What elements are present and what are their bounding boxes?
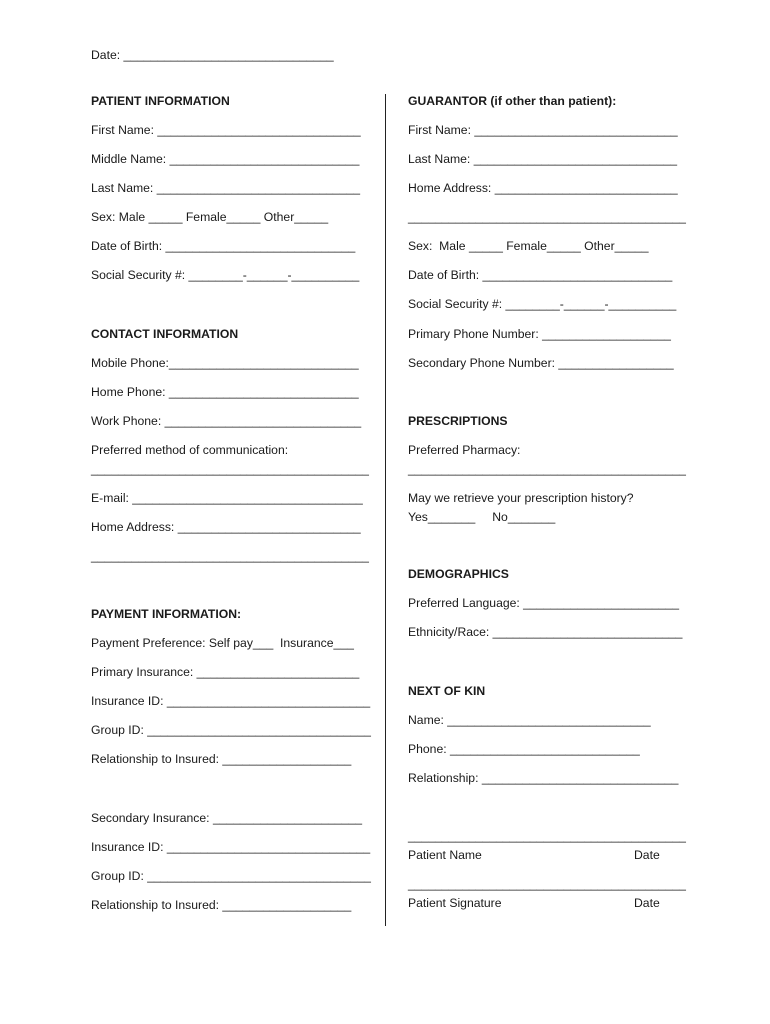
last-name-field[interactable]: Last Name: ______________________________ <box>91 181 361 195</box>
guarantor-social-security-field[interactable]: Social Security #: ________-______-__________ <box>408 297 677 311</box>
secondary-relationship-to-insured-field[interactable]: Relationship to Insured: ___________________ <box>91 898 352 912</box>
preferred-pharmacy-label: Preferred Pharmacy: <box>408 443 521 457</box>
next-of-kin-heading: NEXT OF KIN <box>408 684 486 698</box>
middle-name-field[interactable]: Middle Name: ____________________________ <box>91 152 360 166</box>
guarantor-primary-phone-field[interactable]: Primary Phone Number: ___________________ <box>408 327 671 341</box>
mobile-phone-field[interactable]: Mobile Phone:____________________________ <box>91 356 359 370</box>
patient-information-heading: PATIENT INFORMATION <box>91 94 230 108</box>
guarantor-home-address-field[interactable]: Home Address: ___________________________ <box>408 181 678 195</box>
preferred-communication-label: Preferred method of communication: <box>91 443 289 457</box>
group-id-field[interactable]: Group ID: _________________________________ <box>91 723 371 737</box>
social-security-field[interactable]: Social Security #: ________-______-__________ <box>91 268 360 282</box>
patient-name-date-label: Date <box>634 848 660 862</box>
kin-phone-field[interactable]: Phone: ____________________________ <box>408 742 640 756</box>
demographics-heading: DEMOGRAPHICS <box>408 567 509 581</box>
secondary-insurance-field[interactable]: Secondary Insurance: ______________________ <box>91 811 363 825</box>
patient-signature-label: Patient Signature <box>408 896 502 910</box>
guarantor-sex-field[interactable]: Sex: Male _____ Female_____ Other_____ <box>408 239 649 253</box>
guarantor-first-name-field[interactable]: First Name: ______________________________ <box>408 123 678 137</box>
contact-information-heading: CONTACT INFORMATION <box>91 327 239 341</box>
patient-signature-line[interactable]: _________________________________________ <box>408 877 686 891</box>
prescription-history-question: May we retrieve your prescription history? <box>408 491 634 505</box>
prescription-history-yes-no[interactable]: Yes_______ No_______ <box>408 510 556 524</box>
column-divider <box>385 94 386 926</box>
home-phone-field[interactable]: Home Phone: ____________________________ <box>91 385 359 399</box>
guarantor-last-name-field[interactable]: Last Name: ______________________________ <box>408 152 678 166</box>
first-name-field[interactable]: First Name: ______________________________ <box>91 123 361 137</box>
payment-preference-field[interactable]: Payment Preference: Self pay___ Insurance___ <box>91 636 354 650</box>
patient-name-line[interactable]: _________________________________________ <box>408 829 686 843</box>
email-field[interactable]: E-mail: __________________________________ <box>91 491 363 505</box>
work-phone-field[interactable]: Work Phone: _____________________________ <box>91 414 362 428</box>
relationship-to-insured-field[interactable]: Relationship to Insured: ___________________ <box>91 752 352 766</box>
primary-insurance-field[interactable]: Primary Insurance: ________________________ <box>91 665 360 679</box>
ethnicity-race-field[interactable]: Ethnicity/Race: ____________________________ <box>408 625 683 639</box>
home-address-field[interactable]: Home Address: ___________________________ <box>91 520 361 534</box>
preferred-communication-line[interactable]: _________________________________________ <box>91 462 369 476</box>
home-address-line[interactable]: _________________________________________ <box>91 549 369 563</box>
insurance-id-field[interactable]: Insurance ID: ______________________________ <box>91 694 371 708</box>
guarantor-secondary-phone-field[interactable]: Secondary Phone Number: _________________ <box>408 356 674 370</box>
payment-information-heading: PAYMENT INFORMATION: <box>91 607 242 621</box>
guarantor-heading: GUARANTOR (if other than patient): <box>408 94 617 108</box>
patient-signature-date-label: Date <box>634 896 660 910</box>
preferred-pharmacy-line[interactable]: _________________________________________ <box>408 462 686 476</box>
patient-name-label: Patient Name <box>408 848 482 862</box>
date-field[interactable]: Date: _______________________________ <box>91 48 334 62</box>
preferred-language-field[interactable]: Preferred Language: _______________________ <box>408 596 680 610</box>
sex-field[interactable]: Sex: Male _____ Female_____ Other_____ <box>91 210 329 224</box>
prescriptions-heading: PRESCRIPTIONS <box>408 414 508 428</box>
secondary-group-id-field[interactable]: Group ID: _________________________________ <box>91 869 371 883</box>
kin-name-field[interactable]: Name: ______________________________ <box>408 713 651 727</box>
kin-relationship-field[interactable]: Relationship: _____________________________ <box>408 771 679 785</box>
guarantor-date-of-birth-field[interactable]: Date of Birth: ____________________________ <box>408 268 673 282</box>
guarantor-home-address-line[interactable]: _________________________________________ <box>408 210 686 224</box>
secondary-insurance-id-field[interactable]: Insurance ID: ______________________________ <box>91 840 371 854</box>
date-of-birth-field[interactable]: Date of Birth: ____________________________ <box>91 239 356 253</box>
